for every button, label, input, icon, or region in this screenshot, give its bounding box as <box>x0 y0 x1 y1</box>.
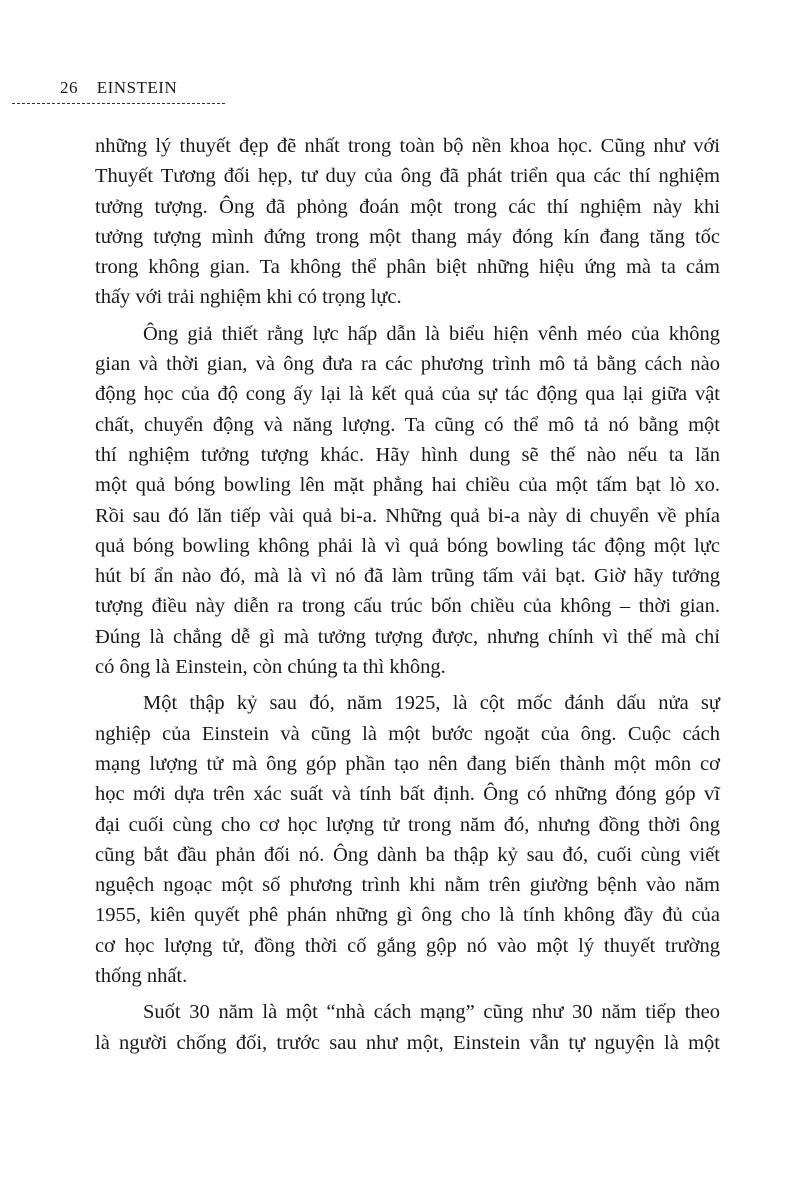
text-line: Rồi sau đó lăn tiếp vài quả bi-a. Những quả bi-a này di chuyển về phía <box>95 504 720 527</box>
text-line: một quả bóng bowling lên mặt phẳng hai chiều của một tấm bạt lò xo. <box>95 474 720 497</box>
text-line: Suốt 30 năm là một “nhà cách mạng” cũng như 30 năm tiếp theo <box>143 1001 720 1024</box>
text-line: 1955, kiên quyết phê phán những gì ông cho là tính không đầy đủ của <box>95 904 720 927</box>
paragraph <box>95 997 720 1058</box>
text-line: nghiệp của Einstein và cũng là một bước ngoặt của ông. Cuộc cách <box>95 722 720 745</box>
text-line: đại cuối cùng cho cơ học lượng tử trong năm đó, nhưng đồng thời ông <box>95 813 720 836</box>
text-line: thí nghiệm tưởng tượng khác. Hãy hình dung sẽ thế nào nếu ta lăn <box>95 443 720 466</box>
page-body <box>95 131 720 1064</box>
text-line: nguệch ngoạc một số phương trình khi nằm trên giường bệnh vào năm <box>95 874 720 897</box>
paragraph <box>95 688 720 991</box>
running-header <box>60 78 177 98</box>
text-line: tưởng tượng mình đứng trong một thang máy đóng kín đang tăng tốc <box>95 225 720 248</box>
text-line: có ông là Einstein, còn chúng ta thì không. <box>95 656 446 679</box>
text-line: chất, chuyển động và năng lượng. Ta cũng có thể mô tả nó bằng một <box>95 413 720 436</box>
page-number: 26 <box>60 78 78 97</box>
text-line: tượng điều này diễn ra trong cấu trúc bốn chiều của không – thời gian. <box>95 595 720 618</box>
text-line: Ông giả thiết rằng lực hấp dẫn là biểu hiện vênh méo của không <box>143 322 720 345</box>
running-title: EINSTEIN <box>96 78 178 97</box>
text-line: Đúng là chẳng dễ gì mà tưởng tượng được, nhưng chính vì thế mà chỉ <box>95 625 720 648</box>
text-line: hút bí ẩn nào đó, mà là vì nó đã làm trũng tấm vải bạt. Giờ hãy tưởng <box>95 565 720 588</box>
text-line: gian và thời gian, và ông đưa ra các phương trình mô tả bằng cách nào <box>95 353 720 376</box>
text-line: trong không gian. Ta không thể phân biệt những hiệu ứng mà ta cảm <box>95 256 720 279</box>
paragraph <box>95 131 720 313</box>
text-line: tưởng tượng. Ông đã phỏng đoán một trong các thí nghiệm này khi <box>95 195 720 218</box>
text-line: động học của độ cong ấy lại là kết quả của sự tác động qua lại giữa vật <box>95 383 720 406</box>
text-line: học mới dựa trên xác suất và tính bất định. Ông có những đóng góp vĩ <box>95 783 720 806</box>
text-line: Một thập kỷ sau đó, năm 1925, là cột mốc đánh dấu nửa sự <box>143 692 720 715</box>
text-line: mạng lượng tử mà ông góp phần tạo nên đang biến thành một môn cơ <box>95 752 720 775</box>
header-dashed-rule <box>12 103 225 104</box>
text-line: cũng bắt đầu phản đối nó. Ông dành ba thập kỷ sau đó, cuối cùng viết <box>95 843 720 866</box>
paragraph <box>95 319 720 683</box>
text-line: thống nhất. <box>95 965 188 988</box>
text-line: là người chống đối, trước sau như một, Einstein vẫn tự nguyện là một <box>95 1031 720 1054</box>
text-line: cơ học lượng tử, đồng thời cố gắng gộp nó vào một lý thuyết trường <box>95 934 720 957</box>
text-line: thấy với trải nghiệm khi có trọng lực. <box>95 286 402 309</box>
text-line: quả bóng bowling không phải là vì quả bóng bowling tác động một lực <box>95 534 720 557</box>
text-line: Thuyết Tương đối hẹp, tư duy của ông đã phát triển qua các thí nghiệm <box>95 165 720 188</box>
text-line: những lý thuyết đẹp đẽ nhất trong toàn bộ nền khoa học. Cũng như với <box>95 135 720 157</box>
